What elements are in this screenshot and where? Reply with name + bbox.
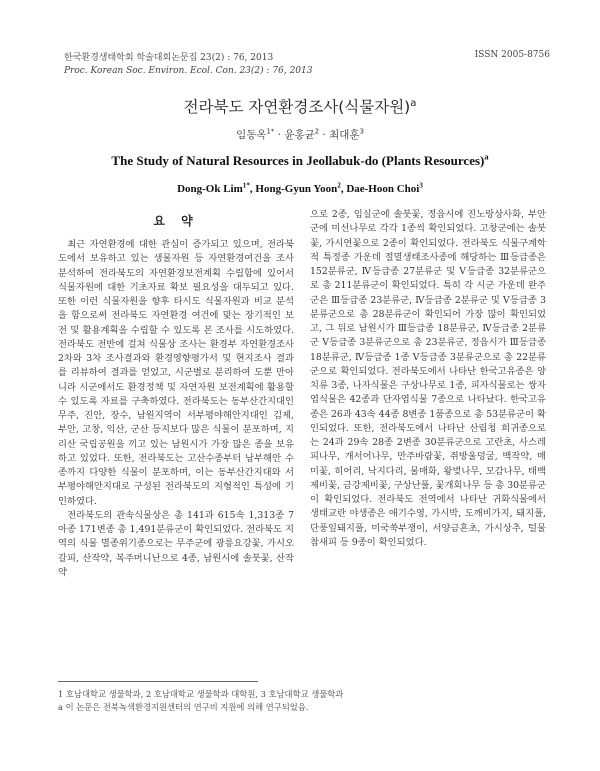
abstract-right-column	[310, 208, 546, 550]
footnote-affiliations: 1 호남대학교 생물학과, 2 호남대학교 생물학과 대학원, 3 호남대학교 생물학과	[58, 689, 344, 699]
abstract-paragraph: 으로 2종, 임실군에 솔붓꽃, 정읍시에 진노랑상사화, 부안군에 미선나무로 각각 1종씩 확인되었다. 고창군에는 솔붓꽃, 가시연꽃으로 2종이 확인되었다. 전라북도 식물구계학적 특정종 가운데 절멸생태조사종에 해당하는 Ⅲ등급종은 152분류군, Ⅳ등급종 27분류군 및 Ⅴ등급종 32분류군으로 총 211분류군이 확인되었다. 특히 각 시군 가운데 완주군은 Ⅲ등급종 23분류군, Ⅳ등급종 2분류군 및 Ⅴ등급종 3분류군으로 총 28분류군이 확인되어 가장 많이 확인되었고, 그 뒤로 남원시가 Ⅲ등급종 18분류군, Ⅳ등급종 2분류군 Ⅴ등급종 3분류군으로 총 23분류군, 정읍시가 Ⅲ등급종 18분류군, Ⅳ등급종 1종 Ⅴ등급종 3분류군으로 총 22분류군으로 확인되었다. 전라북도에서 나타난 한국고유종은 양치류 3종, 나자식물은 구상나무로 1종, 피자식물로는 쌍자엽식물은 42종과 단자엽식물 7종으로 나타났다. 한국고유종은 26과 43속 44종 8변종 1품종으로 총 53분류군이 확인되었다. 또한, 전라북도에서 나타난 산림청 희귀종으로는 24과 29속 28종 2변종 30분류군으로 고란초, 사스레피나무, 개서어나무, 만주바람꽃, 쥐방울덩굴, 백작약, 매미꽃, 히어리, 낙지다리, 물매화, 왕벚나무, 모감나무, 태백제비꽃, 금강제비꽃, 구상난풀, 꽃개회나무 등 총 30분류군이 확인되었다. 전라북도 전역에서 나타난 귀화식물에서 생태교란 야생종은 애기수영, 가시박, 도깨비가지, 돼지풀, 단풍잎돼지풀, 미국쑥부쟁이, 서양금혼초, 가시상추, 털물참새피 등 9종이 확인되었다.	[310, 209, 547, 548]
abstract-heading: 요 약	[153, 214, 199, 228]
author-list-korean: 임동옥$^{1*}$ · 윤홍균$^2$ · 최대훈$^3$	[236, 127, 364, 141]
footnote-divider	[58, 681, 258, 682]
journal-header	[64, 50, 550, 76]
author-list-english: Dong-Ok Lim$^{1*}$, Hong-Gyun Yoon$^2$, Dae-Hoon Choi$^3$	[177, 181, 423, 195]
journal-name-korean: 한국환경생태학회 학술대회논문집 23(2) : 76, 2013	[64, 53, 274, 63]
abstract-paragraph: 최근 자연환경에 대한 관심이 증가되고 있으며, 전라북도에서 보유하고 있는 생물자원 등 자연환경여건을 조사 분석하여 전라북도의 자연환경보전계획 수립함에 있어서 식물자원에 대한 기초자료 확보 필요성을 대두되고 있다. 또한 이런 식물자원을 향후 타시도 식물자원과 비교 분석을 함으로써 전라북도 자연환경 여건에 맞는 장기적인 보전 및 활용계획을 수립할 수 있도록 본 조사를 시도하였다. 전라북도 전반에 걸쳐 식물상 조사는 환경부 자연환경조사 2차와 3차 조사결과와 환경영향평가서 및 현지조사 결과를 리뷰하여 결과를 얻었고, 시군별로 분리하여 도뿐 만아니라 시군에서도 환경정책 및 자연자원 보전계획에 활용할 수 있도록 자료를 구축하였다. 전라북도는 동부산간지대인 무주, 진안, 장수, 남원지역이 서부평야해안지대인 김제, 부안, 고창, 익산, 군산 등지보다 많은 식물이 분포하며, 지리산 국립공원을 끼고 있는 남원시가 가장 많은 종을 보유하고 있었다. 또한, 전라북도는 고산수종부터 남부해안 수종까지 다양한 식물이 분포하며, 이는 동부산간지대와 서부평야해안지대로 구성된 전라북도의 지형적인 특성에 기인하였다.	[58, 239, 294, 507]
issn: ISSN 2005-8756	[474, 50, 550, 60]
abstract-paragraph: 전라북도의 관속식물상은 총 141과 615속 1,313종 7아종 171변종 총 1,491분류군이 확인되었다. 전라북도 지역의 식물 멸종위기종으로는 무주군에 광릉요강꽃, 가시오갈피, 산작약, 복주머니난으로 4종, 남원시에 솔붓꽃, 산작약	[58, 509, 294, 578]
paper-title-korean: 전라북도 자연환경조사(식물자원)$^a$	[183, 97, 417, 116]
paper-title-english: The Study of Natural Resources in Jeollabuk-do (Plants Resources)$^a$	[111, 151, 489, 168]
footnote-funding: a 이 논문은 전북녹색환경지원센터의 연구비 지원에 의해 연구되었음.	[58, 702, 309, 712]
abstract-left-column	[58, 238, 294, 580]
journal-name-english: Proc. Korean Soc. Environ. Ecol. Con. 23(2) : 76, 2013	[64, 66, 313, 76]
